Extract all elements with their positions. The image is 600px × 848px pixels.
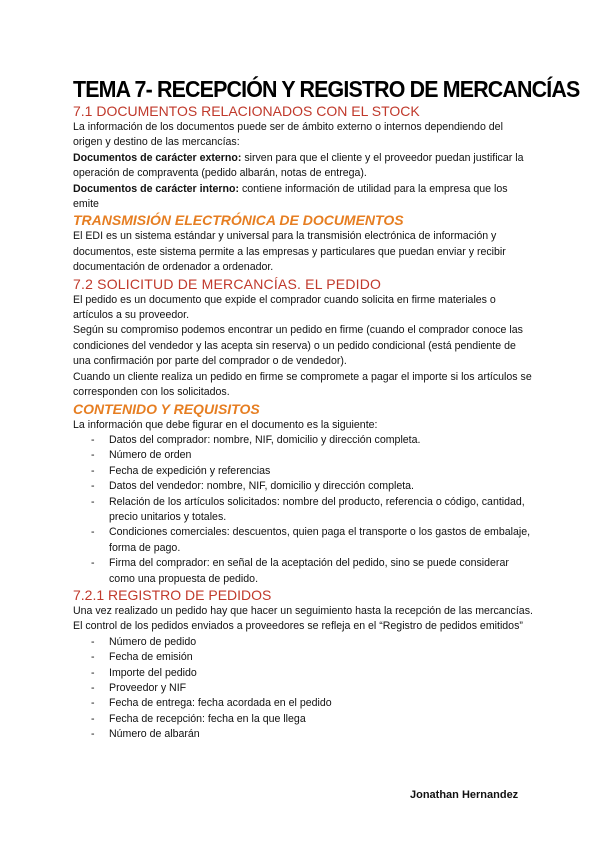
bullet-dash: - [91,526,95,539]
bullet-dash: - [91,728,95,741]
bullet-dash: - [91,449,95,462]
bullet-dash: - [91,682,95,694]
list-item: - Número de pedido [73,635,533,650]
list-item: - Número de albarán [73,727,533,742]
author-name: Jonathan Hernandez [410,789,519,801]
list-item: - Relación de los artículos solicitados: nombre del producto, referencia o código, cantidad, precio unitarios y totales. [91,495,525,523]
list-item: - Importe del pedido [73,666,533,681]
external-docs-label: Documentos de carácter externo: [73,151,242,164]
external-docs-paragraph [73,151,533,182]
bullet-dash: - [91,712,95,725]
bullet-dash: - [91,464,95,477]
section-7-2-p3: Cuando un cliente realiza un pedido en firme se compromete a pagar el importe si los artículos se corresponden con los solicitados. [73,370,532,399]
bullet-dash: - [91,495,95,508]
internal-docs-text: contiene información de utilidad para la empresa que los emite [73,182,508,211]
bullet-dash: - [91,635,95,648]
section-7-1-heading: 7.1 DOCUMENTOS RELACIONADOS CON EL STOCK [73,103,420,119]
section-7-2-1-text: Una vez realizado un pedido hay que hacer un seguimiento hasta la recepción de las mercancías. El control de los pedidos enviados a proveedores se refleja en el “Registro de pedidos emitidos” [73,604,533,633]
list-item: - Número de orden [73,448,533,463]
bullet-dash: - [91,480,95,493]
list-item: - Proveedor y NIF [73,681,533,696]
requirements-list [73,433,533,587]
internal-docs-paragraph [73,182,533,213]
section-7-2-1-heading: 7.2.1 REGISTRO DE PEDIDOS [73,586,272,603]
section-7-2-p2: Según su compromiso podemos encontrar un pedido en firme (cuando el comprador conoce las condiciones del vendedor y las acepta sin reserva) o un pedido condicional (está pendiente de una confirmación por parte del comprador o de vendedor). [73,324,523,368]
list-item: - Datos del vendedor: nombre, NIF, domicilio y dirección completa. [73,479,533,494]
transmission-text: El EDI es un sistema estándar y universal para la transmisión electrónica de información y documentos, este sistema permite a las empresas y particulares que puedan enviar y recibir documentación de ordenador a ordenador. [73,230,506,274]
list-item: - Fecha de expedición y referencias [73,464,533,479]
document-body [73,76,580,743]
transmission-heading: TRANSMISIÓN ELECTRÓNICA DE DOCUMENTOS [73,212,404,229]
page-title: TEMA 7- RECEPCIÓN Y REGISTRO DE MERCANCÍAS [73,76,580,102]
register-fields-list [73,635,533,743]
bullet-dash: - [91,433,95,446]
external-docs-text: sirven para que el cliente y el proveedor puedan justificar la operación de compraventa (pedido albarán, notas de entrega). [73,151,524,180]
internal-docs-label: Documentos de carácter interno: [73,182,240,195]
requirements-intro: La información que debe figurar en el documento es la siguiente: [73,418,378,431]
requirements-heading: CONTENIDO Y REQUISITOS [73,400,260,417]
bullet-dash: - [91,666,95,679]
bullet-dash: - [91,557,95,570]
bullet-dash: - [91,697,95,710]
list-item: - Firma del comprador: en señal de la aceptación del pedido, sino se puede considerar como una propuesta de pedido. [91,557,509,585]
list-item: - Condiciones comerciales: descuentos, quien paga el transporte o los gastos de embalaje, forma de pago. [91,526,531,554]
section-7-2-p1: El pedido es un documento que expide el comprador cuando solicita en firme materiales o artículos a su proveedor. [73,293,496,322]
section-7-1-intro: La información de los documentos puede ser de ámbito externo o internos dependiendo del origen y destino de las mercancías: [73,121,503,149]
list-item: - Fecha de recepción: fecha en la que llega [73,712,533,727]
list-item: - Fecha de emisión [73,650,533,665]
list-item: - Fecha de entrega: fecha acordada en el pedido [73,696,533,711]
section-7-2-heading: 7.2 SOLICITUD DE MERCANCÍAS. EL PEDIDO [73,275,382,292]
list-item: - Datos del comprador: nombre, NIF, domicilio y dirección completa. [73,433,533,448]
bullet-dash: - [91,651,95,664]
